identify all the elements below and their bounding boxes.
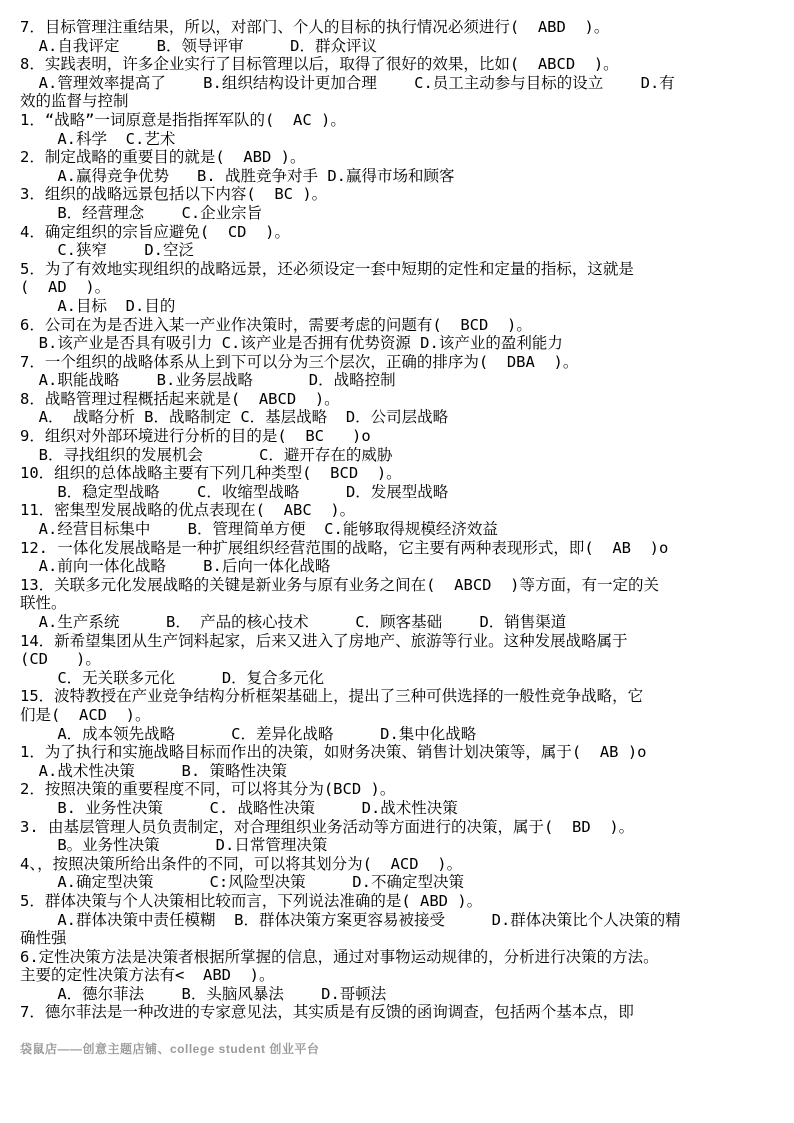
text-line: C．无关联多元化 D．复合多元化: [20, 668, 325, 687]
text-line: 7．目标管理注重结果，所以，对部门、个人的目标的执行情况必须进行( ABD )。: [20, 18, 610, 36]
text-line: A.管理效率提高了 B.组织结构设计更加合理 C.员工主动参与目标的设立 D.有: [20, 73, 675, 92]
text-line: A． 战略分析 B．战略制定 C．基层战略 D．公司层战略: [20, 408, 449, 427]
text-line: A.群体决策中责任模糊 B．群体决策方案更容易被接受 D.群体决策比个人决策的精: [20, 910, 681, 929]
text-line: A.确定型决策 C:风险型决策 D.不确定型决策: [20, 873, 464, 892]
text-line: B.该产业是否具有吸引力 C.该产业是否拥有优势资源 D.该产业的盈利能力: [20, 334, 563, 353]
text-line: 6．公司在为是否进入某一产业作决策时，需要考虑的问题有( BCD )。: [20, 315, 532, 334]
text-line: 2．按照决策的重要程度不同，可以将其分为(BCD )。: [20, 780, 396, 799]
text-line: C.狭窄 D.空泛: [20, 241, 194, 260]
text-line: A.前向一体化战略 B.后向一体化战略: [20, 557, 331, 576]
text-line: A．德尔菲法 B．头脑风暴法 D.哥顿法: [20, 984, 387, 1003]
text-line: 7．一个组织的战略体系从上到下可以分为三个层次，正确的排序为( DBA )。: [20, 352, 579, 371]
text-line: 5．为了有效地实现组织的战略远景，还必须设定一套中短期的定性和定量的指标，这就是: [20, 259, 634, 278]
text-line: 12. 一体化发展战略是一种扩展组织经营范围的战略，它主要有两种表现形式，即( AB )o: [20, 538, 669, 557]
text-line: 13．关联多元化发展战略的关键是新业务与原有业务之间在( ABCD )等方面，有一定的关: [20, 575, 659, 594]
text-line: B．经营理念 C.企业宗旨: [20, 203, 263, 222]
text-line: 联性。: [20, 594, 67, 613]
text-line: B. 业务性决策 C. 战略性决策 D.战术性决策: [20, 798, 458, 817]
text-line: 效的监督与控制: [20, 92, 129, 111]
text-line: 14．新希望集团从生产饲料起家，后来又进入了房地产、旅游等行业。这种发展战略属于: [20, 631, 628, 650]
text-line: 7．德尔菲法是一种改进的专家意见法，其实质是有反馈的函询调查，包括两个基本点，即: [20, 1003, 634, 1022]
text-line: A.生产系统 B． 产品的核心技术 C．顾客基础 D．销售渠道: [20, 613, 567, 631]
text-line: ( AD )。: [20, 278, 111, 297]
text-line: 8．战略管理过程概括起来就是( ABCD )。: [20, 389, 340, 408]
text-line: A.经营目标集中 B．管理简单方便 C.能够取得规模经济效益: [20, 520, 498, 539]
document-body: [20, 18, 776, 1022]
text-line: B．寻找组织的发展机会 C．避开存在的威胁: [20, 445, 393, 464]
text-line: 们是( ACD )。: [20, 705, 151, 724]
footer-watermark: 袋鼠店——创意主题店铺、college student 创业平台: [20, 1042, 320, 1056]
text-line: A.战术性决策 B. 策略性决策: [20, 761, 287, 780]
text-line: A.自我评定 B．领导评审 D．群众评议: [20, 36, 377, 55]
text-line: A.职能战略 B.业务层战略 D．战略控制: [20, 371, 396, 390]
text-line: 15．波特教授在产业竞争结构分析框架基础上，提出了三种可供选择的一般性竞争战略，它: [20, 687, 644, 706]
text-line: 2．制定战略的重要目的就是( ABD )。: [20, 148, 306, 167]
text-line: 1．“战略”一词原意是指指挥军队的( AC )。: [20, 110, 346, 129]
text-line: 10．组织的总体战略主要有下列几种类型( BCD )。: [20, 464, 402, 483]
text-line: 4、，按照决策所给出条件的不同，可以将其划分为( ACD )。: [20, 854, 463, 873]
text-line: 9．组织对外部环境进行分析的目的是( BC )o: [20, 427, 371, 446]
text-line: 确性强: [20, 929, 67, 948]
text-line: A.目标 D.目的: [20, 296, 176, 315]
text-line: 1．为了执行和实施战略目标而作出的决策，如财务决策、销售计划决策等，属于( AB )o: [20, 743, 647, 762]
text-line: B。业务性决策 D.日常管理决策: [20, 836, 328, 855]
text-line: 3．组织的战略远景包括以下内容( BC )。: [20, 185, 328, 204]
text-line: 6.定性决策方法是决策者根据所掌握的信息，通过对事物运动规律的，分析进行决策的方法。: [20, 947, 659, 966]
text-line: 5．群体决策与个人决策相比较而言，下列说法准确的是( ABD )。: [20, 891, 483, 910]
text-line: A．成本领先战略 C．差异化战略 D.集中化战略: [20, 724, 477, 743]
text-line: 3. 由基层管理人员负责制定，对合理组织业务活动等方面进行的决策，属于( BD )。: [20, 817, 635, 836]
text-line: A.赢得竞争优势 B. 战胜竞争对手 D.赢得市场和顾客: [20, 166, 455, 185]
text-line: (CD )。: [20, 650, 101, 669]
text-line: A.科学 C.艺术: [20, 129, 176, 148]
text-line: 主要的定性决策方法有< ABD )。: [20, 966, 275, 985]
text-line: 4．确定组织的宗旨应避免( CD )。: [20, 222, 290, 241]
text-line: B．稳定型战略 C．收缩型战略 D．发展型战略: [20, 482, 449, 501]
text-line: 8．实践表明，许多企业实行了目标管理以后，取得了很好的效果，比如( ABCD )。: [20, 55, 619, 74]
text-line: 11．密集型发展战略的优点表现在( ABC )。: [20, 501, 356, 520]
